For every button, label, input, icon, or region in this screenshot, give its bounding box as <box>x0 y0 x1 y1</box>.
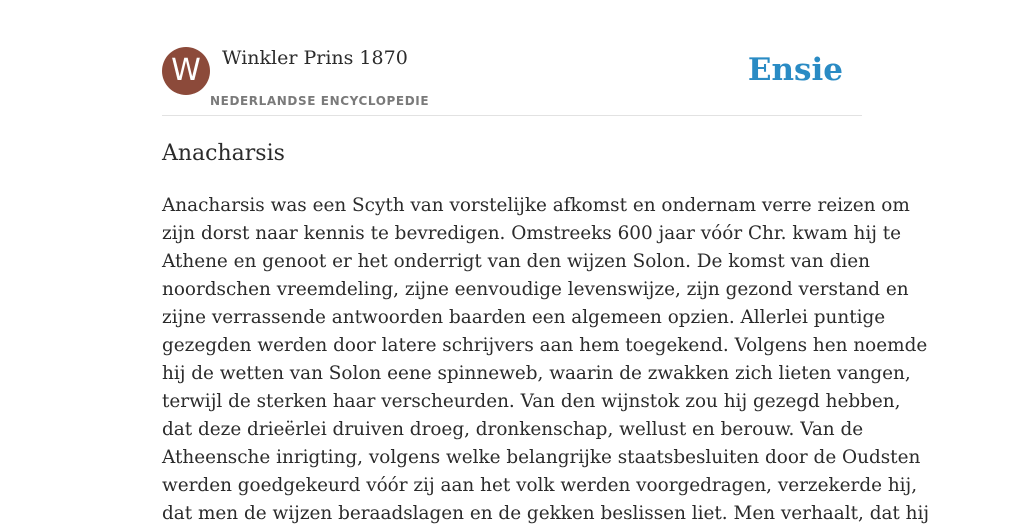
header-divider <box>162 115 862 116</box>
article-line: zijne verrassende antwoorden baarden een algemeen opzien. Allerlei puntige <box>162 307 886 328</box>
article-line: gezegden werden door latere schrijvers aan hem toegekend. Volgens hen noemde <box>162 335 928 356</box>
ensie-logo[interactable]: Ensie <box>747 52 843 88</box>
article-line: Athene en genoot er het onderrigt van den wijzen Solon. De komst van dien <box>162 251 871 272</box>
article-line: hij de wetten van Solon eene spinneweb, waarin de zwakken zich lieten vangen, <box>162 363 911 384</box>
source-title[interactable]: Winkler Prins 1870 <box>222 47 408 69</box>
source-avatar[interactable]: W <box>162 47 210 95</box>
article-line: dat deze drieërlei druiven droeg, dronkenschap, wellust en berouw. Van de <box>162 419 864 440</box>
article-line: zijn dorst naar kennis te bevredigen. Omstreeks 600 jaar vóór Chr. kwam hij te <box>162 223 902 244</box>
article-title: Anacharsis <box>162 141 285 166</box>
article-line: Atheensche inrigting, volgens welke belangrijke staatsbesluiten door de Oudsten <box>162 447 921 468</box>
article-line: Anacharsis was een Scyth van vorstelijke afkomst en ondernam verre reizen om <box>162 195 910 216</box>
article-line: terwijl de sterken haar verscheurden. Van den wijnstok zou hij gezegd hebben, <box>162 391 901 412</box>
source-subtitle: NEDERLANDSE ENCYCLOPEDIE <box>210 94 430 108</box>
article-body <box>162 192 930 528</box>
article-line: dat men de wijzen beraadslagen en de gekken beslissen liet. Men verhaalt, dat hij <box>162 503 930 524</box>
article-line: werden goedgekeurd vóór zij aan het volk werden voorgedragen, verzekerde hij, <box>162 475 918 496</box>
article-line: noordschen vreemdeling, zijne eenvoudige levenswijze, zijn gezond verstand en <box>162 279 909 300</box>
